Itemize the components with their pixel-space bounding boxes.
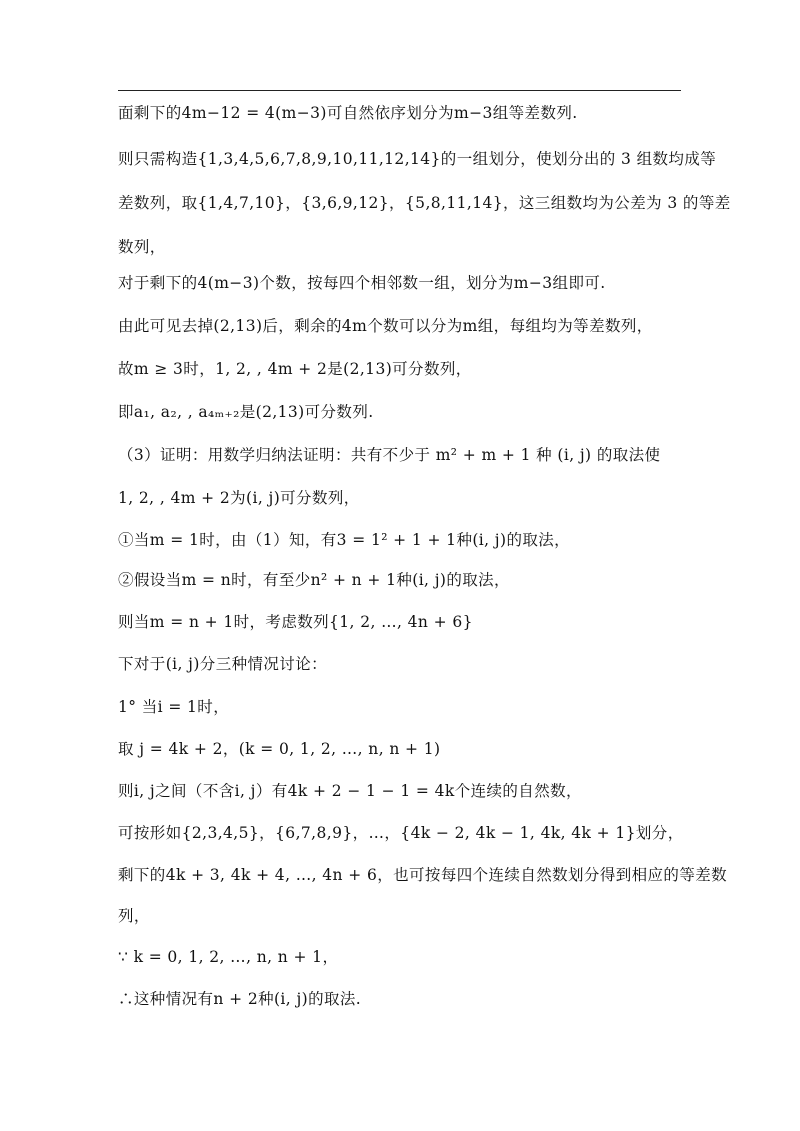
text-line-17: 则i, j之间（不含i, j）有4k + 2 − 1 − 1 = 4k个连续的自然数， xyxy=(118,782,582,800)
text-line-2: 则只需构造{1,3,4,5,6,7,8,9,10,11,12,14}的一组划分，使划分出的 3 组数均成等 xyxy=(118,150,717,168)
header-rule xyxy=(118,90,681,91)
text-line-11: ①当m = 1时，由（1）知，有3 = 1² + 1 + 1种(i, j)的取法， xyxy=(118,531,571,549)
text-line-7: 故m ≥ 3时，1, 2, , 4m + 2是(2,13)可分数列， xyxy=(118,360,472,378)
text-line-16: 取 j = 4k + 2，(k = 0, 1, 2, …, n, n + 1) xyxy=(118,740,441,758)
text-line-20: 列， xyxy=(118,907,150,925)
text-line-4: 数列， xyxy=(118,238,166,256)
text-line-18: 可按形如{2,3,4,5}，{6,7,8,9}，…，{4k − 2, 4k − 1, 4k, 4k + 1}划分， xyxy=(118,824,684,842)
text-line-22: ∴这种情况有n + 2种(i, j)的取法. xyxy=(118,990,362,1008)
text-line-21: ∵ k = 0, 1, 2, …, n, n + 1， xyxy=(118,948,339,966)
text-line-5: 对于剩下的4(m−3)个数，按每四个相邻数一组，划分为m−3组即可. xyxy=(118,274,606,292)
text-line-6: 由此可见去掉(2,13)后，剩余的4m个数可以分为m组，每组均为等差数列， xyxy=(118,317,653,335)
text-line-14: 下对于(i, j)分三种情况讨论： xyxy=(118,655,328,673)
text-line-1: 面剩下的4m−12 = 4(m−3)可自然依序划分为m−3组等差数列. xyxy=(118,104,578,122)
text-line-10: 1, 2, , 4m + 2为(i, j)可分数列， xyxy=(118,489,360,507)
text-line-15: 1° 当i = 1时， xyxy=(118,698,230,716)
text-line-8: 即a₁, a₂, , a₄ₘ₊₂是(2,13)可分数列. xyxy=(118,403,374,421)
text-line-12: ②假设当m = n时，有至少n² + n + 1种(i, j)的取法， xyxy=(118,571,510,589)
text-line-3: 差数列，取{1,4,7,10}，{3,6,9,12}，{5,8,11,14}，这三组数均为公差为 3 的等差 xyxy=(118,194,731,212)
text-line-13: 则当m = n + 1时，考虑数列{1, 2, …, 4n + 6} xyxy=(118,613,473,631)
text-line-19: 剩下的4k + 3, 4k + 4, …, 4n + 6，也可按每四个连续自然数划分得到相应的等差数 xyxy=(118,866,728,884)
text-line-9: （3）证明：用数学归纳法证明：共有不少于 m² + m + 1 种 (i, j) 的取法使 xyxy=(118,446,661,464)
